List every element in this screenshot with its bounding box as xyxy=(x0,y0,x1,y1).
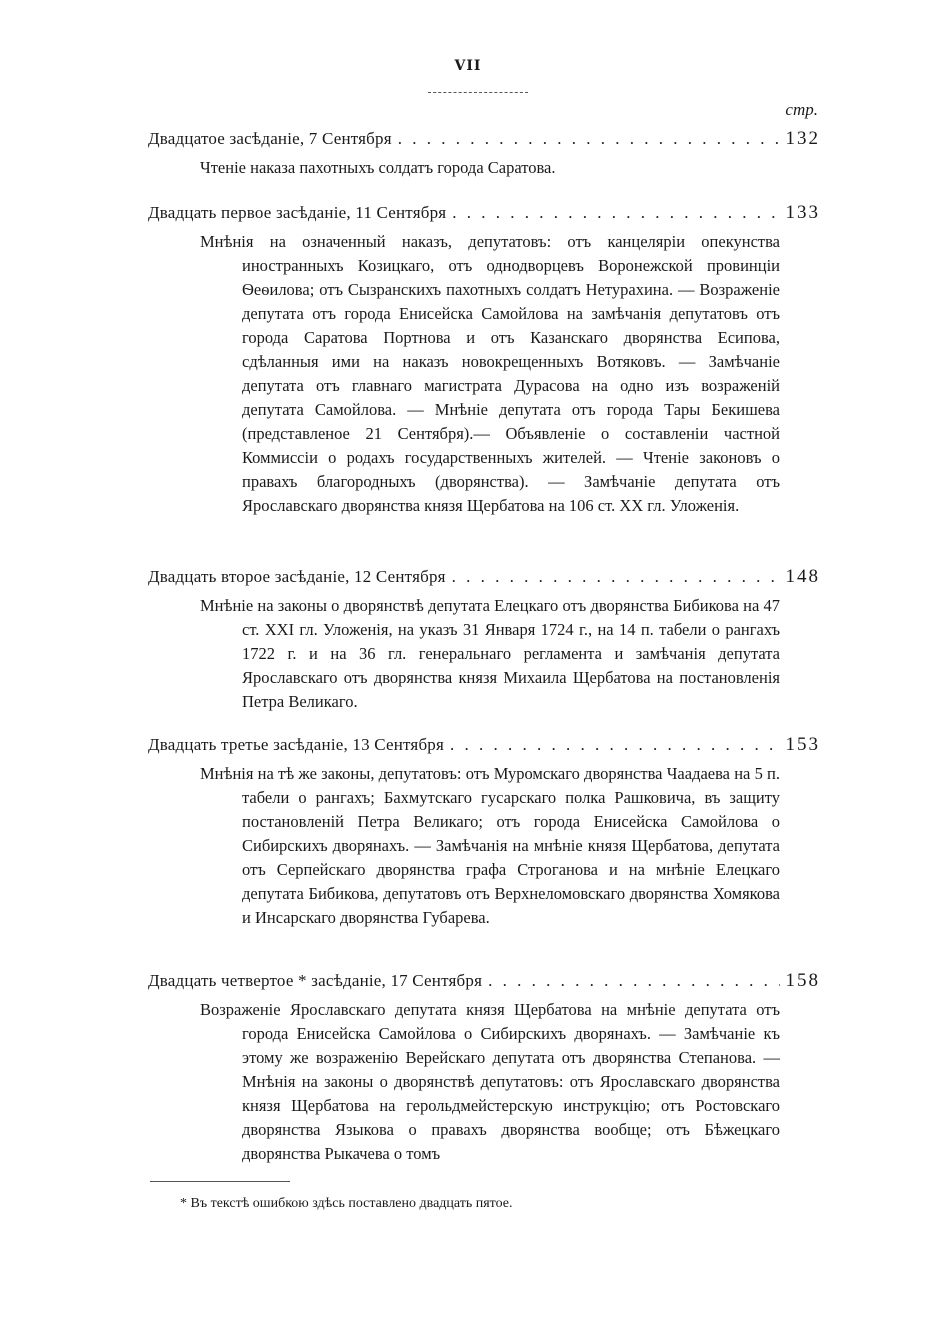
dot-leader xyxy=(488,971,779,991)
footnote: * Въ текстѣ ошибкою здѣсь поставлено двадцать пятое. xyxy=(180,1196,513,1211)
toc-entry-22 xyxy=(148,566,820,714)
entry-description: Мнѣніе на законы о дворянствѣ депутата Елецкаго отъ дворянства Бибикова на 47 ст. XXI гл. Уложенія, на указъ 31 Января 1724 г., на 14 п. табели о рангахъ 1722 г. и на 36 гл. генеральнаго регламента и замѣчанія депутата Ярославскаго отъ дворянства князя Михаила Щербатова на постановленія Петра Великаго. xyxy=(200,596,780,711)
entry-page-number: 133 xyxy=(785,202,820,223)
entry-title: Двадцать второе засѣданіе, 12 Сентября xyxy=(148,567,446,586)
entry-heading xyxy=(148,128,820,156)
page-number: VII xyxy=(454,58,482,74)
toc-entry-20 xyxy=(148,128,820,180)
footnote-rule xyxy=(150,1181,290,1182)
entry-title: Двадцать первое засѣданіе, 11 Сентября xyxy=(148,203,447,222)
entry-heading xyxy=(148,566,820,594)
page-column-label: стр. xyxy=(785,100,818,119)
entry-title: Двадцатое засѣданіе, 7 Сентября xyxy=(148,129,392,148)
entry-heading xyxy=(148,970,820,998)
entry-description: Мнѣнія на тѣ же законы, депутатовъ: отъ Муромскаго дворянства Чаадаева на 5 п. табели о рангахъ; Бахмутскаго гусарскаго полка Рашковича, въ защиту постановленій Петра Великаго; отъ города Енисейска Самойлова о Сибирскихъ дворянахъ. — Замѣчанія на мнѣніе князя Щербатова, депутата отъ Серпейскаго дворянства графа Строганова и на мнѣніе Елецкаго депутата Бибикова, депутатовъ отъ Верхнеломовскаго дворянства Хомякова и Инсарскаго дворянства Губарева. xyxy=(200,764,780,927)
entry-page-number: 158 xyxy=(785,970,820,991)
dot-leader xyxy=(452,203,779,223)
entry-description: Возраженіе Ярославскаго депутата князя Щербатова на мнѣніе депутата отъ города Енисейска Самойлова о Сибирскихъ дворянахъ. — Замѣчаніе къ этому же возраженію Верейскаго депутата отъ дворянства Степанова. — Мнѣнія на законы о дворянствѣ депутатовъ: отъ Ярославскаго дворянства князя Щербатова на герольдмейстерскую инструкцію; отъ Ростовскаго дворянства Языкова о правахъ дворянства вообще; отъ Бѣжецкаго дворянства Рыкачева о томъ xyxy=(200,1000,780,1163)
dot-leader xyxy=(452,567,780,587)
toc-entry-21 xyxy=(148,202,820,518)
entry-heading xyxy=(148,734,820,762)
header-rule xyxy=(428,92,528,93)
entry-title: Двадцать четвертое * засѣданіе, 17 Сентября xyxy=(148,971,483,990)
entry-page-number: 132 xyxy=(785,128,820,149)
entry-page-number: 148 xyxy=(785,566,820,587)
dot-leader xyxy=(398,129,780,149)
entry-heading xyxy=(148,202,820,230)
entry-description: Чтеніе наказа пахотныхъ солдатъ города Саратова. xyxy=(200,158,556,177)
entry-title: Двадцать третье засѣданіе, 13 Сентября xyxy=(148,735,445,754)
entry-page-number: 153 xyxy=(785,734,820,755)
toc-entry-24 xyxy=(148,970,820,1166)
toc-entry-23 xyxy=(148,734,820,930)
entry-description: Мнѣнія на означенный наказъ, депутатовъ: отъ канцеляріи опекунства иностранныхъ Козицкаго, отъ однодворцевъ Воронежской провинціи Ѳеѳилова; отъ Сызранскихъ пахотныхъ солдатъ Нетурахина. — Возраженіе депутата отъ города Енисейска Самойлова на замѣчанія депутатовъ отъ города Саратова Портнова и отъ Казанскаго дворянства Есипова, сдѣланныя ими на наказъ новокрещенныхъ Вотяковъ. — Замѣчаніе депутата отъ главнаго магистрата Дурасова на одно изъ возраженій депутата Самойлова. — Мнѣніе депутата отъ города Тары Бекишева (представленое 21 Сентября).— Объявленіе о составленіи частной Коммиссіи о родахъ государственныхъ жителей. — Чтеніе законовъ о правахъ благородныхъ (дворянства). — Замѣчаніе депутата отъ Ярославскаго дворянства князя Щербатова на 106 ст. XX гл. Уложенія. xyxy=(200,232,780,515)
dot-leader xyxy=(450,735,779,755)
